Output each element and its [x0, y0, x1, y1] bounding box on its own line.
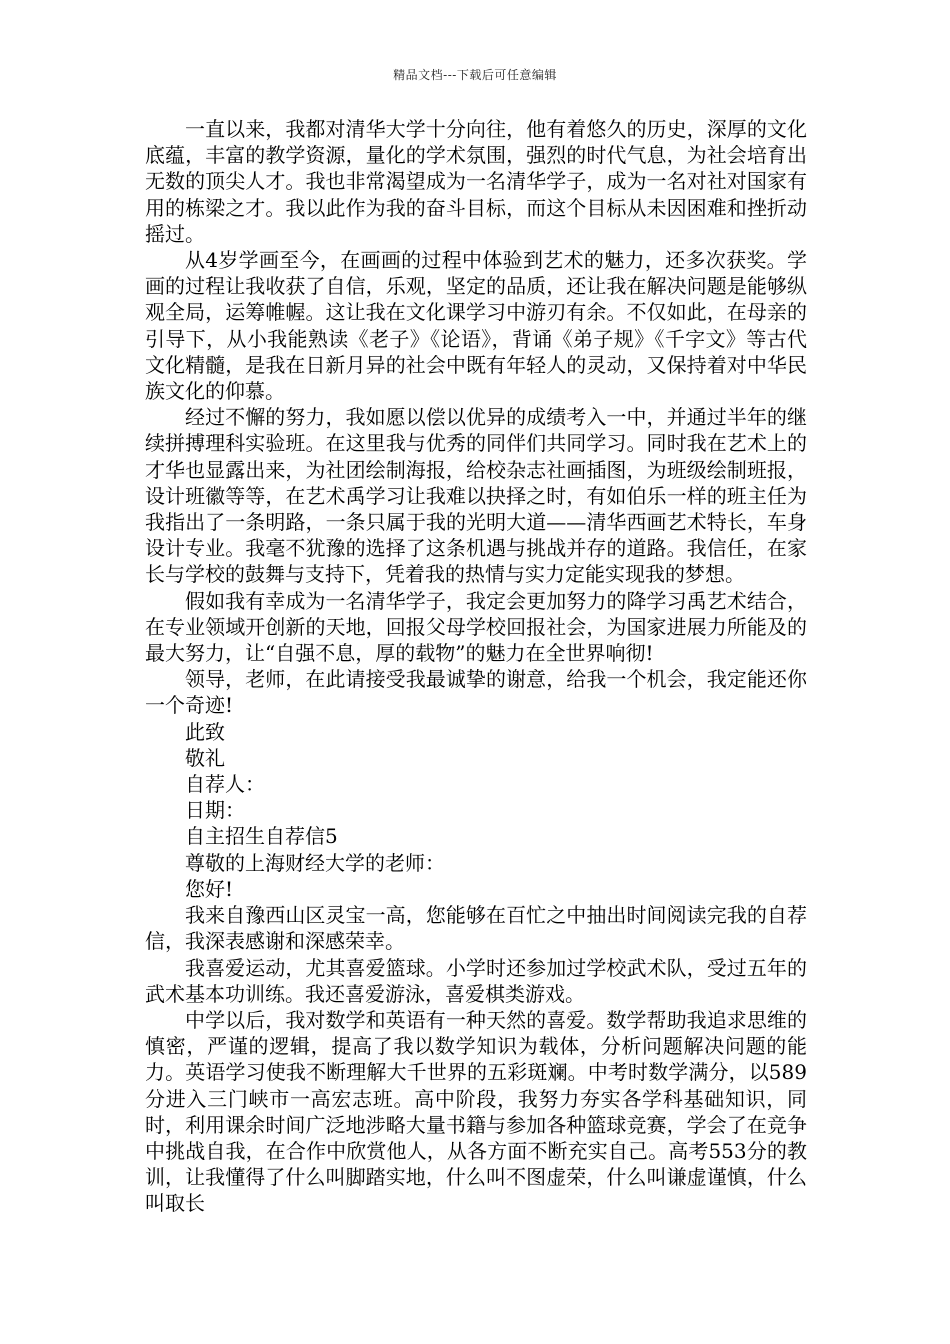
paragraph: 一直以来，我都对清华大学十分向往，他有着悠久的历史，深厚的文化底蕴，丰富的教学资源，量化的学术氛围，强烈的时代气息，为社会培育出无数的顶尖人才。我也非常渴望成为一名清华学子，成为一名对社对国家有用的栋梁之才。我以此作为我的奋斗目标，而这个目标从未因困难和挫折动摇过。 — [145, 117, 807, 246]
paragraph: 经过不懈的努力，我如愿以偿以优异的成绩考入一中，并通过半年的继续拼搏理科实验班。在这里我与优秀的同伴们共同学习。同时我在艺术上的才华也显露出来，为社团绘制海报，给校杂志社画插图，为班级绘制班报，设计班徽等等，在艺术禹学习让我难以抉择之时，有如伯乐一样的班主任为我指出了一条明路，一条只属于我的光明大道——清华西画艺术特长，车身设计专业。我毫不犹豫的选择了这条机遇与挑战并存的道路。我信任，在家长与学校的鼓舞与支持下，凭着我的热情与实力定能实现我的梦想。 — [145, 405, 807, 587]
closing-line: 此致 — [185, 719, 225, 744]
date-line: 日期： — [185, 798, 245, 823]
paragraph: 中学以后，我对数学和英语有一种天然的喜爱。数学帮助我追求思维的慎密，严谨的逻辑，提高了我以数学知识为载体，分析问题解决问题的能力。英语学习使我不断理解大千世界的五彩斑斓。中考时数学满分，以589分进入三门峡市一高宏志班。高中阶段，我努力夯实各学科基础知识，同时，利用课余时间广泛地涉略大量书籍与参加各种篮球竞赛，学会了在竞争中挑战自我，在合作中欣赏他人，从各方面不断充实自己。高考553分的教训，让我懂得了什么叫脚踏实地，什么叫不图虚荣，什么叫谦虚谨慎，什么叫取长 — [145, 1007, 807, 1216]
closing-line: 敬礼 — [185, 745, 225, 770]
paragraph: 假如我有幸成为一名清华学子，我定会更加努力的降学习禹艺术结合，在专业领域开创新的天地，回报父母学校回报社会，为国家进展力所能及的最大努力，让“自强不息，厚的载物”的魅力在全世界响彻! — [145, 588, 807, 666]
paragraph: 我喜爱运动，尤其喜爱篮球。小学时还参加过学校武术队，受过五年的武术基本功训练。我还喜爱游泳，喜爱棋类游戏。 — [145, 955, 807, 1006]
paragraph: 从4岁学画至今，在画画的过程中体验到艺术的魅力，还多次获奖。学画的过程让我收获了自信，乐观，坚定的品质，还让我在解决问题是能够纵观全局，运筹帷幄。这让我在文化课学习中游刃有余。不仅如此，在母亲的引导下，从小我能熟读《老子》《论语》，背诵《弟子规》《千字文》等古代文化精髓，是我在日新月异的社会中既有年轻人的灵动，又保持着对中华民族文化的仰慕。 — [145, 248, 807, 404]
salutation: 尊敬的上海财经大学的老师： — [185, 850, 445, 875]
signature-line: 自荐人： — [185, 772, 265, 797]
document-body — [145, 116, 807, 1217]
paragraph: 我来自豫西山区灵宝一高，您能够在百忙之中抽出时间阅读完我的自荐信，我深表感谢和深感荣幸。 — [145, 903, 807, 954]
page-header: 精品文档---下载后可任意编辑 — [393, 68, 557, 82]
paragraph: 领导，老师，在此请接受我最诚挚的谢意，给我一个机会，我定能还你一个奇迹! — [145, 667, 807, 718]
greeting: 您好! — [185, 876, 234, 901]
section-title: 自主招生自荐信5 — [185, 824, 338, 849]
